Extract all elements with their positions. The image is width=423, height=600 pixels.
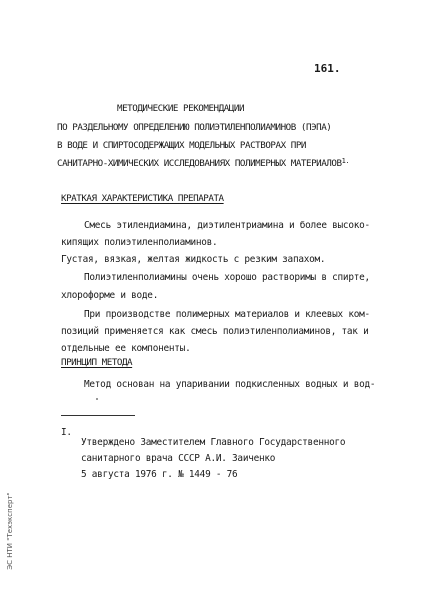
doc-title-line-3: В ВОДЕ И СПИРТОСОДЕРЖАЩИХ МОДЕЛЬНЫХ РАСТВОРАХ ПРИ <box>57 140 306 151</box>
doc-title-line-2: ПО РАЗДЕЛЬНОМУ ОПРЕДЕЛЕНИЮ ПОЛИЭТИЛЕНПОЛИАМИНОВ (ПЭПА) <box>57 122 332 133</box>
footnote-separator <box>61 415 135 416</box>
doc-title-line-4-text: САНИТАРНО-ХИМИЧЕСКИХ ИССЛЕДОВАНИЯХ ПОЛИМЕРНЫХ МАТЕРИАЛОВ <box>57 158 342 169</box>
publisher-stamp-text: ЭС НТИ "Техэксперт" <box>6 492 14 570</box>
section-heading-principle: ПРИНЦИП МЕТОДА <box>61 357 133 368</box>
footnote-line: 5 августа 1976 г. № 1449 - 76 <box>81 469 238 480</box>
paragraph-line: кипящих полиэтиленполиаминов. <box>61 237 218 248</box>
page-number: 161. <box>314 62 341 75</box>
scan-speck <box>96 398 98 400</box>
footnote-line: санитарного врача СССР А.И. Заиченко <box>81 453 276 464</box>
doc-title: МЕТОДИЧЕСКИЕ РЕКОМЕНДАЦИИ <box>117 103 245 114</box>
paragraph-line: Метод основан на упаривании подкисленных водных и вод- <box>84 379 376 390</box>
publisher-stamp <box>2 482 14 582</box>
paragraph-line: хлороформе и воде. <box>61 290 159 301</box>
doc-title-line-4 <box>57 158 349 170</box>
section-heading-characteristics: КРАТКАЯ ХАРАКТЕРИСТИКА ПРЕПАРАТА <box>61 193 224 204</box>
paragraph-line: Смесь этилендиамина, диэтилентриамина и более высоко- <box>84 220 370 231</box>
paragraph-line: Полиэтиленполиамины очень хорошо растворимы в спирте, <box>84 272 370 283</box>
paragraph-line: отдельные ее компоненты. <box>61 343 191 354</box>
footnote-line: Утверждено Заместителем Главного Государственного <box>81 437 346 448</box>
paragraph-line: При производстве полимерных материалов и клеевых ком- <box>84 309 370 320</box>
footnote-marker: I. <box>61 427 72 438</box>
paragraph-line: позиций применяется как смесь полиэтиленполиаминов, так и <box>61 326 369 337</box>
footnote-ref: 1. <box>341 157 350 165</box>
paragraph-line: Густая, вязкая, желтая жидкость с резким запахом. <box>61 254 326 265</box>
